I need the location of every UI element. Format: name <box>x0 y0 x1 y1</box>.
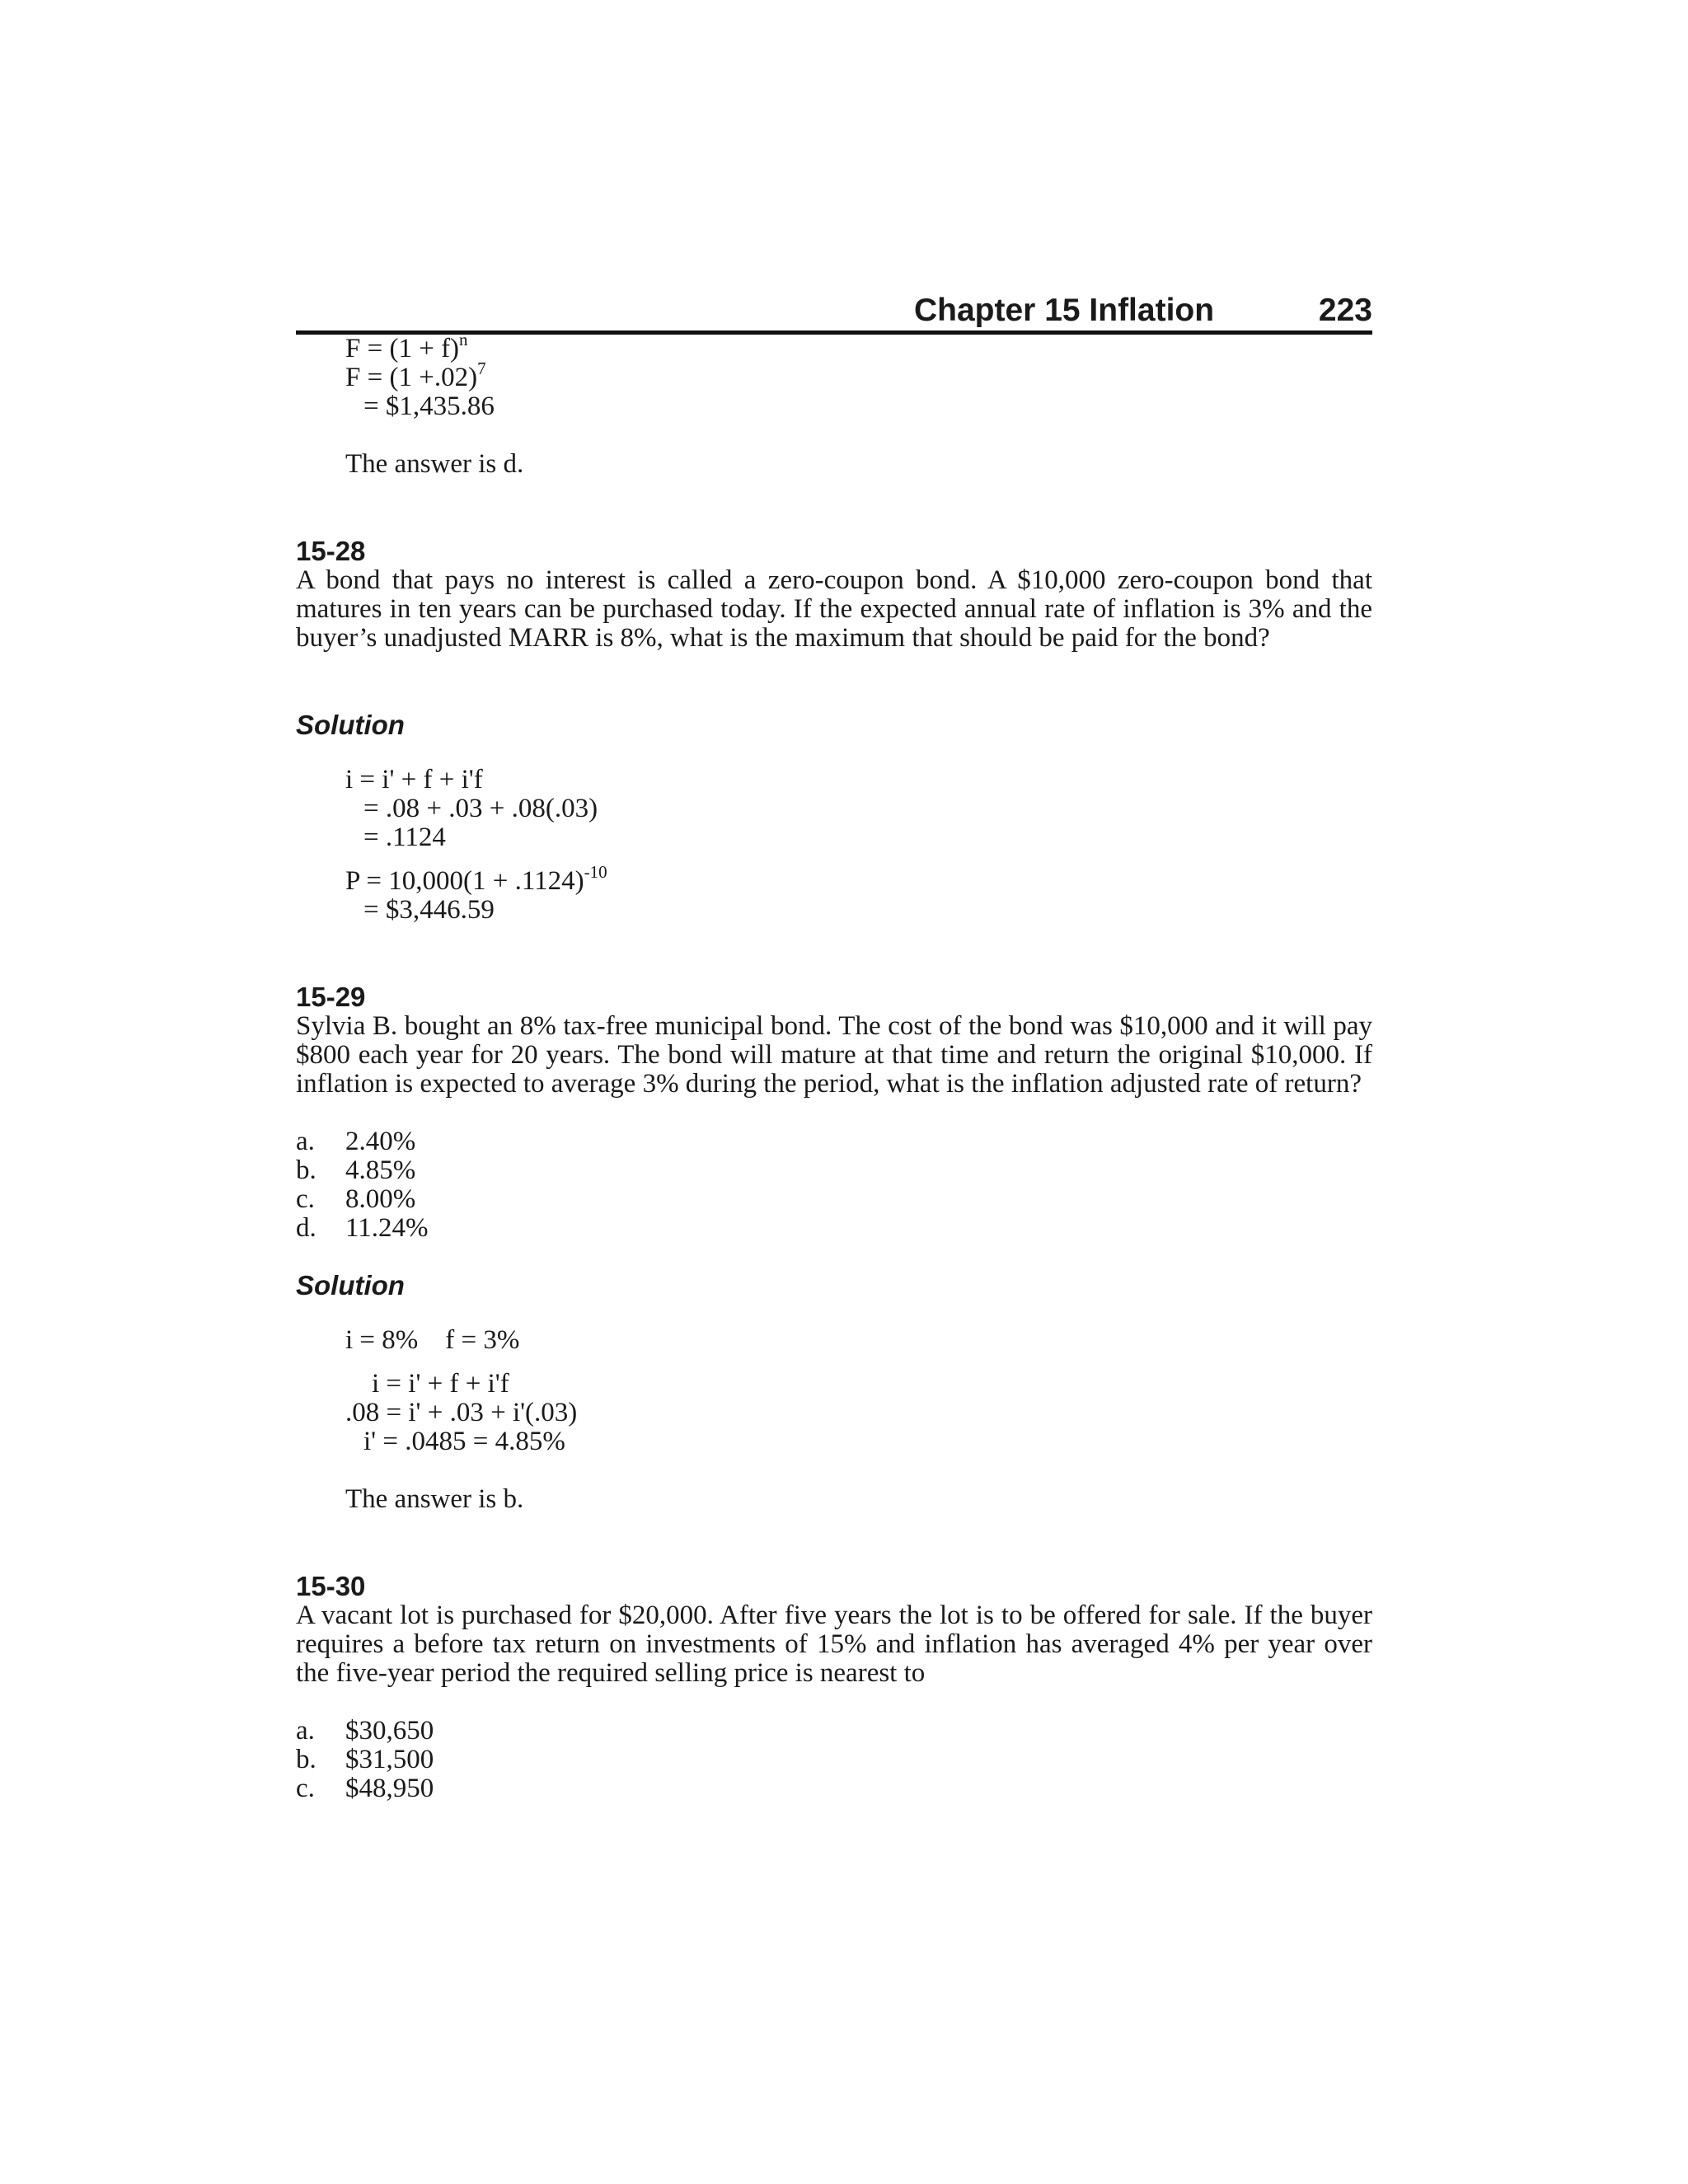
equation-line: .08 = i' + .03 + i'(.03) <box>345 1398 578 1427</box>
option-b: b. $31,500 <box>296 1745 434 1774</box>
option-a: a. 2.40% <box>296 1127 416 1156</box>
equation-line: = .1124 <box>363 823 446 852</box>
problem-15-29 <box>296 982 1372 1514</box>
problem-text: Sylvia B. bought an 8% tax-free municipal bond. The cost of the bond was $10,000 and it will pay $800 each year for 20 years. The bond will mature at that time and return the original $10,000. If inflation is expected to average 3% during the period, what is the inflation adjusted rate of return? <box>296 1011 1372 1099</box>
option-a: a. $30,650 <box>296 1716 434 1746</box>
answer-options <box>296 1717 1372 1803</box>
problem-text: A vacant lot is purchased for $20,000. After five years the lot is to be offered for sale. If the buyer requires a before tax return on investments of 15% and inflation has averaged 4% per year over the five-year period the required selling price is nearest to <box>296 1601 1372 1688</box>
answer-options <box>296 1127 1372 1243</box>
page-number: 223 <box>1318 293 1372 328</box>
equation-line: $F = (1 + f)^n$ <box>345 330 468 363</box>
equation-line: i = 8% f = 3% <box>345 1325 520 1355</box>
chapter-title: Chapter 15 Inflation <box>914 293 1215 328</box>
problem-number: 15-28 <box>296 536 366 566</box>
option-b: b. 4.85% <box>296 1155 416 1185</box>
equation-line: i' = .0485 = 4.85% <box>363 1427 565 1456</box>
equation-line: $P = 10,000(1 + .1124)^{-10}$ <box>345 862 607 896</box>
problem-15-28 <box>296 537 1372 925</box>
equation-line: i = i' + f + i'f <box>345 765 483 794</box>
solution-heading: Solution <box>296 710 405 740</box>
answer-text: The answer is b. <box>345 1484 524 1514</box>
problem-15-30 <box>296 1572 1372 1803</box>
equation-line: = .08 + .03 + .08(.03) <box>363 794 598 823</box>
equation-line: i = i' + f + i'f <box>372 1369 509 1399</box>
book-page <box>296 293 1372 1803</box>
option-c: c. 8.00% <box>296 1184 416 1214</box>
problem-number: 15-29 <box>296 982 366 1012</box>
running-header <box>296 293 1372 335</box>
problem-text: A bond that pays no interest is called a zero-coupon bond. A $10,000 zero-coupon bond that matures in ten years can be purchased today. If the expected annual rate of inflation is 3% and the buyer’s unadjusted MARR is 8%, what is the maximum that should be paid for the bond? <box>296 565 1372 653</box>
option-c: c. $48,950 <box>296 1774 434 1803</box>
answer-text: The answer is d. <box>345 449 524 479</box>
solution-heading: Solution <box>296 1270 405 1301</box>
equation-line: = $3,446.59 <box>363 895 495 925</box>
previous-solution <box>296 330 1372 479</box>
equation-line: = $1,435.86 <box>363 391 495 421</box>
option-d: d. 11.24% <box>296 1213 429 1243</box>
problem-number: 15-30 <box>296 1571 366 1601</box>
equation-line: $F = (1 +.02)^7$ <box>345 359 486 392</box>
